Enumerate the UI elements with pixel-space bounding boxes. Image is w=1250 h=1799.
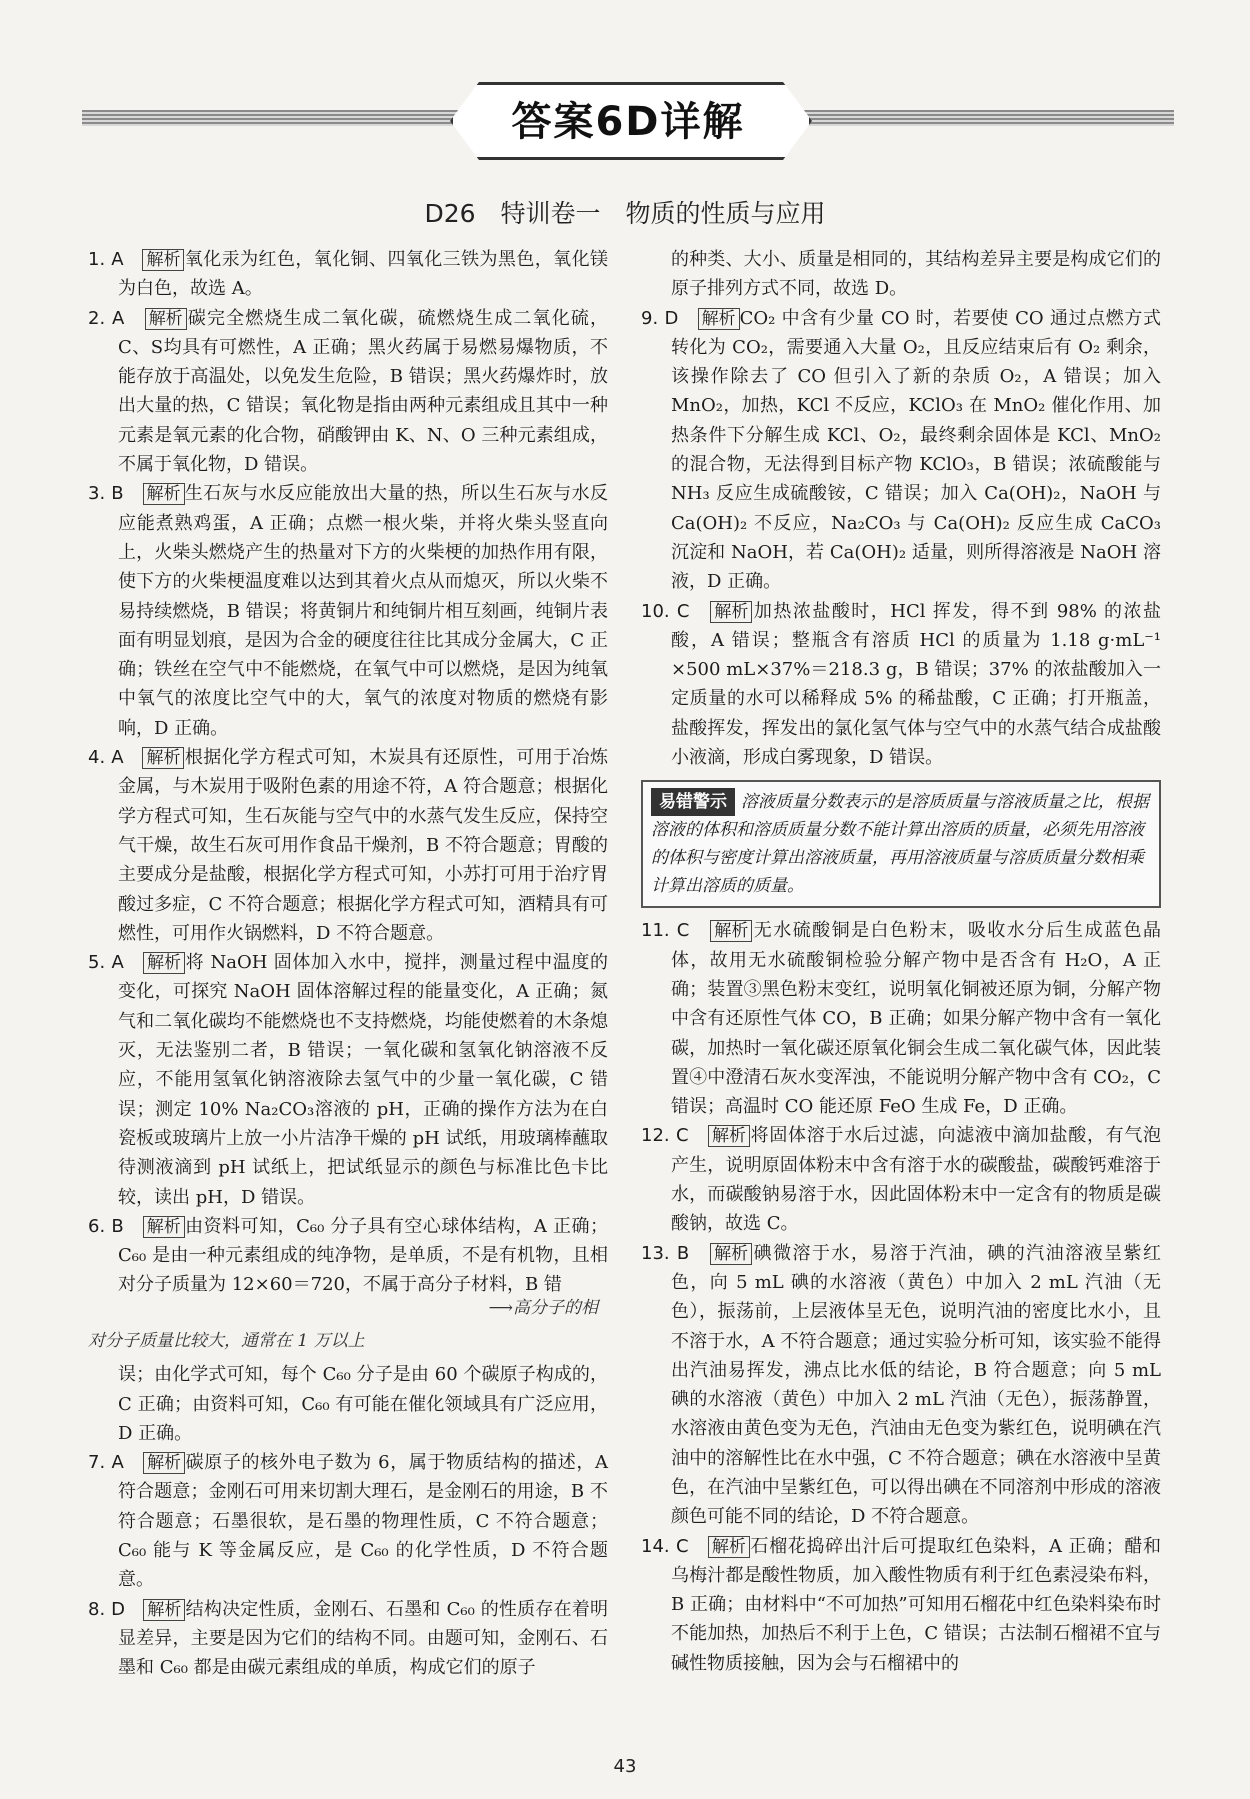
answer-number: 9. D (641, 307, 679, 329)
warning-label: 易错警示 (651, 788, 735, 816)
answer-number: 7. A (88, 1452, 124, 1474)
section-title: D26 特训卷一 物质的性质与应用 (424, 199, 826, 228)
answer-item (641, 1239, 1161, 1532)
answer-text: 结构决定性质，金刚石、石墨和 C₆₀ 的性质存在着明显差异，主要是因为它们的结构不同。由题可知，金刚石、石墨和 C₆₀ 都是由碳元素组成的单质，构成它们的原子 (118, 1598, 609, 1679)
page-number: 43 (613, 1756, 637, 1777)
analysis-tag: 解析 (145, 308, 187, 330)
answer-text: 碳完全燃烧生成二氧化碳，硫燃烧生成二氧化硫，C、S均具有可燃性，A 正确；黑火药属于易燃易爆物质，不能存放于高温处，以免发生危险，B 错误；黑火药爆炸时，放出大量的热，C 错误；氧化物是指由两种元素组成且其中一种元素是氧元素的化合物，硝酸钾由 K、N、O 三种元素组成，不属于氧化物，D 错误。 (118, 307, 609, 476)
answer-text: 无水硫酸铜是白色粉末，吸收水分后生成蓝色晶体，故用无水硫酸铜检验分解产物中是否含有 H₂O，A 正确；装置③黑色粉末变红，说明氧化铜被还原为铜，分解产物中含有还原性气体 CO，B 正确；如果分解产物中含有一氧化碳，加热时一氧化碳还原氧化铜会生成二氧化碳气体，因此装置④中澄清石灰水变浑浊，不能说明分解产物中含有 CO₂，C 错误；高温时 CO 能还原 FeO 生成 Fe，D 正确。 (671, 920, 1162, 1118)
handwritten-note-arrow: ⟶高分子的相 (488, 1297, 598, 1318)
answer-text: 生石灰与水反应能放出大量的热，所以生石灰与水反应能煮熟鸡蛋，A 正确；点燃一根火柴，并将火柴头竖直向上，火柴头燃烧产生的热量对下方的火柴梗的加热作用有限，使下方的火柴梗温度难以达到其着火点从而熄灭，所以火柴不易持续燃烧，B 错误；将黄铜片和纯铜片相互刻画，纯铜片表面有明显划痕，是因为合金的硬度往往比其成分金属大，C 正确；铁丝在空气中不能燃烧，在氧气中可以燃烧，是因为纯氧中氧气的浓度比空气中的大，氧气的浓度对物质的燃烧有影响，D 正确。 (118, 483, 609, 739)
answer-number: 8. D (88, 1598, 125, 1620)
answer-item (88, 479, 608, 743)
answer-number: 13. B (641, 1242, 690, 1264)
answer-text: 氧化汞为红色，氧化铜、四氧化三铁为黑色，氧化镁为白色，故选 A。 (118, 249, 609, 300)
answer-item (88, 1595, 608, 1683)
banner-rule-right (784, 110, 1174, 126)
answer-text: 的种类、大小、质量是相同的，其结构差异主要是构成它们的原子排列方式不同，故选 D。 (671, 249, 1161, 300)
answer-text: 碘微溶于水，易溶于汽油，碘的汽油溶液呈紫红色，向 5 mL 碘的水溶液（黄色）中加入 2 mL 汽油（无色），振荡前，上层液体呈无色，说明汽油的密度比水小，且不溶于水，A 不符合题意；通过实验分析可知，该实验不能得出汽油易挥发，沸点比水低的结论，B 符合题意；向 5 mL 碘的水溶液（黄色）中加入 2 mL 汽油（无色），振荡静置，水溶液由黄色变为无色，汽油由无色变为紫红色，说明碘在汽油中的溶解性比在水中强，C 不符合题意；碘在水溶液中呈黄色，在汽油中呈紫红色，可以得出碘在不同溶剂中形成的溶液颜色可能不同的结论，D 不符合题意。 (671, 1242, 1162, 1528)
analysis-tag: 解析 (143, 1599, 185, 1621)
answer-number: 4. A (88, 747, 124, 769)
answer-number: 6. B (88, 1215, 124, 1237)
answer-text: 误；由化学式可知，每个 C₆₀ 分子是由 60 个碳原子构成的，C 正确；由资料可知，C₆₀ 有可能在催化领域具有广泛应用，D 正确。 (118, 1364, 608, 1444)
answer-item (88, 1212, 608, 1300)
answer-text: CO₂ 中含有少量 CO 时，若要使 CO 通过点燃方式转化为 CO₂，需要通入大量 O₂，且反应结束后有 O₂ 剩余，该操作除去了 CO 但引入了新的杂质 O₂，A 错误；加入 MnO₂，加热，KCl 不反应，KClO₃ 在 MnO₂ 催化作用、加热条件下分解生成 KCl、O₂，最终剩余固体是 KCl、MnO₂ 的混合物，无法得到目标产物 KClO₃，B 错误；浓硫酸能与 NH₃ 反应生成硫酸铵，C 错误；加入 Ca(OH)₂，NaOH 与 Ca(OH)₂ 不反应，Na₂CO₃ 与 Ca(OH)₂ 反应生成 CaCO₃ 沉淀和 NaOH，若 Ca(OH)₂ 适量，则所得溶液是 NaOH 溶液，D 正确。 (671, 307, 1161, 593)
analysis-tag: 解析 (708, 1536, 750, 1558)
answer-item (88, 1448, 608, 1594)
answer-text: 碳原子的核外电子数为 6，属于物质结构的描述，A 符合题意；金刚石可用来切割大理石，是金刚石的用途，B 不符合题意；石墨很软，是石墨的物理性质，C 不符合题意；C₆₀ 能与 K 等金属反应，是 C₆₀ 的化学性质，D 不符合题意。 (118, 1452, 608, 1591)
answer-number: 12. C (641, 1125, 689, 1147)
answer-item (641, 1121, 1161, 1238)
answer-text: 根据化学方程式可知，木炭具有还原性，可用于冶炼金属，与木炭用于吸附色素的用途不符，A 符合题意；根据化学方程式可知，生石灰能与空气中的水蒸气发生反应，保持空气干燥，故生石灰可用作食品干燥剂，B 不符合题意；胃酸的主要成分是盐酸，根据化学方程式可知，小苏打可用于治疗胃酸过多症，C 不符合题意；根据化学方程式可知，酒精具有可燃性，可用作火锅燃料，D 不符合题意。 (118, 747, 609, 944)
banner-rule-left (82, 110, 472, 126)
analysis-tag: 解析 (143, 1216, 185, 1238)
warning-box (641, 780, 1161, 908)
answer-item (88, 948, 608, 1212)
answer-item (88, 743, 608, 948)
left-column (88, 245, 608, 1683)
right-column (641, 245, 1161, 1678)
analysis-tag: 解析 (710, 1243, 752, 1265)
answer-number: 14. C (641, 1535, 689, 1557)
analysis-tag: 解析 (142, 249, 184, 271)
answer-item (88, 1360, 608, 1448)
answer-number: 1. A (88, 249, 124, 270)
answer-text: 石榴花捣碎出汁后可提取红色染料，A 正确；醋和乌梅汁都是酸性物质，加入酸性物质有利于红色素浸染布料，B 正确；由材料中“不可加热”可知用石榴花中红色染料染布时不能加热，加热后不利于上色，C 错误；古法制石榴裙不宜与碱性物质接触，因为会与石榴裙中的 (671, 1535, 1162, 1674)
answer-number: 11. C (641, 920, 690, 942)
analysis-tag: 解析 (143, 483, 185, 505)
handwritten-note: 对分子质量比较大，通常在 1 万以上 (88, 1330, 365, 1351)
answer-number: 10. C (641, 600, 690, 622)
answer-item (641, 916, 1161, 1121)
warning-text: 溶液质量分数表示的是溶质质量与溶液质量之比，根据溶液的体积和溶质质量分数不能计算出溶质的质量，必须先用溶液的体积与密度计算出溶液质量，再用溶液质量与溶质质量分数相乘计算出溶质的质量。 (651, 792, 1149, 897)
analysis-tag: 解析 (143, 1452, 185, 1474)
answer-item (641, 245, 1161, 304)
analysis-tag: 解析 (143, 952, 185, 974)
answer-text: 加热浓盐酸时，HCl 挥发，得不到 98% 的浓盐酸，A 错误；整瓶含有溶质 HCl 的质量为 1.18 g·mL⁻¹ ×500 mL×37%＝218.3 g，B 错误；37% 的浓盐酸加入一定质量的水可以稀释成 5% 的稀盐酸，C 正确；打开瓶盖，盐酸挥发，挥发出的氯化氢气体与空气中的水蒸气结合成盐酸小液滴，形成白雾现象，D 错误。 (671, 600, 1162, 769)
analysis-tag: 解析 (142, 747, 184, 769)
analysis-tag: 解析 (708, 1125, 750, 1147)
answer-text: 将固体溶于水后过滤，向滤液中滴加盐酸，有气泡产生，说明原固体粉末中含有溶于水的碳酸盐，碳酸钙难溶于水，而碳酸钠易溶于水，因此固体粉末中一定含有的物质是碳酸钠，故选 C。 (671, 1125, 1162, 1235)
banner-title: 答案6D详解 (511, 98, 745, 145)
analysis-tag: 解析 (698, 308, 740, 330)
answer-item (641, 304, 1161, 597)
answer-item (641, 597, 1161, 773)
answer-text: 由资料可知，C₆₀ 分子具有空心球体结构，A 正确；C₆₀ 是由一种元素组成的纯净物，是单质，不是有机物，且相对分子质量为 12×60＝720，不属于高分子材料，B 错 (118, 1215, 608, 1296)
answer-text: 将 NaOH 固体加入水中，搅拌，测量过程中温度的变化，可探究 NaOH 固体溶解过程的能量变化，A 正确；氮气和二氧化碳均不能燃烧也不支持燃烧，均能使燃着的木条熄灭，无法鉴别二者，B 错误；一氧化碳和氢氧化钠溶液不反应，不能用氢氧化钠溶液除去氢气中的少量一氧化碳，C 错误；测定 10% Na₂CO₃溶液的 pH，正确的操作方法为在白瓷板或玻璃片上放一小片洁净干燥的 pH 试纸，用玻璃棒蘸取待测液滴到 pH 试纸上，把试纸显示的颜色与标准比色卡比较，读出 pH，D 错误。 (118, 952, 608, 1208)
answer-number: 2. A (88, 307, 125, 329)
analysis-tag: 解析 (710, 601, 752, 623)
answer-item (88, 304, 608, 480)
answer-number: 5. A (88, 952, 124, 974)
analysis-tag: 解析 (710, 920, 752, 942)
answer-item (641, 1532, 1161, 1678)
answer-item (88, 245, 608, 304)
answer-number: 3. B (88, 483, 124, 505)
header-banner (82, 82, 1174, 154)
